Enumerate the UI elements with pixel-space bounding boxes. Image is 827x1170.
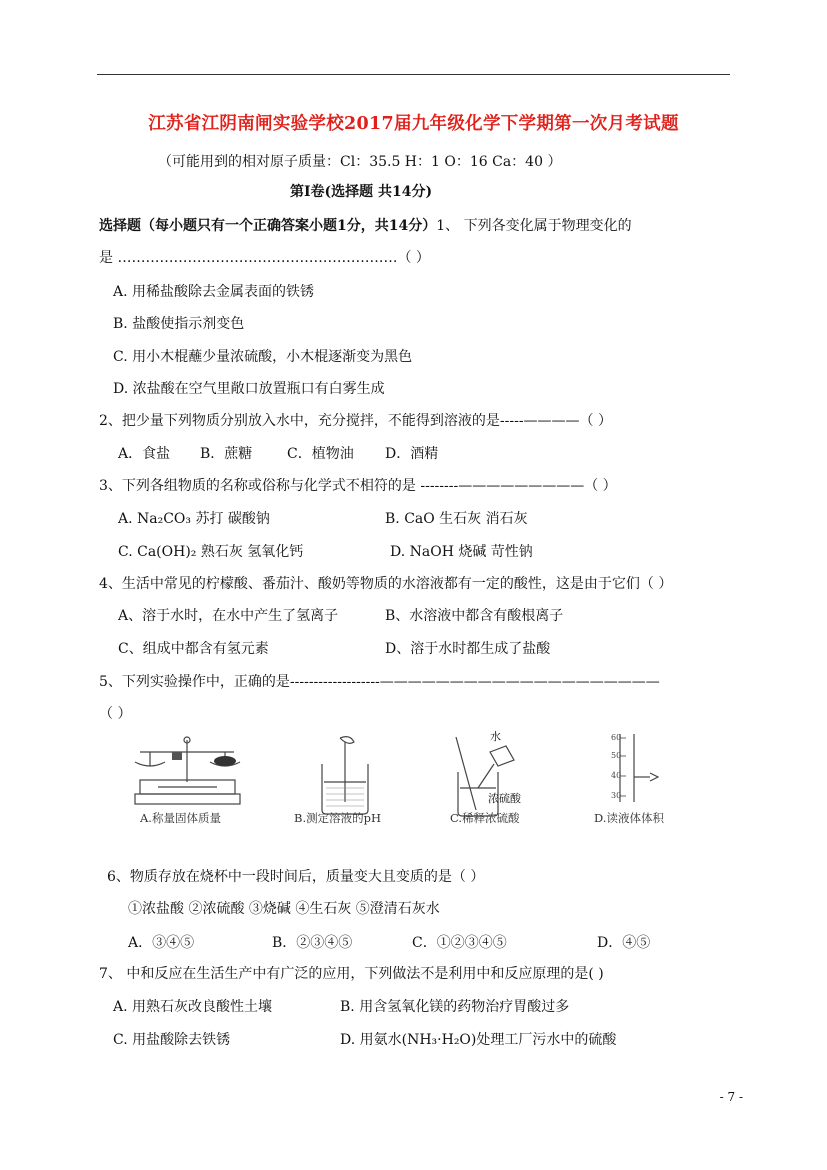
q2-stem: 2、把少量下列物质分别放入水中，充分搅拌，不能得到溶液的是-----————（ ） [99, 413, 613, 429]
q1-option-d: D. 浓盐酸在空气里敞口放置瓶口有白雾生成 [113, 381, 385, 397]
q1-stem-cont: 是 ……………………………………………………（ ） [99, 250, 430, 266]
q1-option-a: A. 用稀盐酸除去金属表面的铁锈 [113, 284, 315, 300]
fig-a-caption: A.称量固体质量 [140, 811, 221, 825]
q7-option-b: B. 用含氢氧化镁的药物治疗胃酸过多 [340, 999, 570, 1015]
q2-option-d: D．酒精 [385, 446, 439, 462]
q7-stem: 7、 中和反应在生活生产中有广泛的应用，下列做法不是利用中和反应原理的是( ) [99, 966, 604, 982]
q6-option-b: B．②③④⑤ [272, 935, 353, 951]
section-heading: 第Ⅰ卷(选择题 共14分) [290, 184, 433, 200]
q3-option-b: B. CaO 生石灰 消石灰 [385, 511, 528, 527]
q4-stem: 4、生活中常见的柠檬酸、番茄汁、酸奶等物质的水溶液都有一定的酸性，这是由于它们（ ） [99, 576, 673, 592]
page-title: 江苏省江阴南闸实验学校2017届九年级化学下学期第一次月考试题 [148, 114, 679, 134]
fig-d-caption: D.读液体体积 [594, 811, 664, 825]
fig-c-caption: C.稀释浓硫酸 [450, 811, 520, 825]
q2-option-b: B．蔗糖 [200, 446, 253, 462]
q3-option-a: A. Na₂CO₃ 苏打 碳酸钠 [118, 511, 270, 527]
q4-option-c: C、组成中都含有氢元素 [118, 641, 269, 657]
q3-option-c: C. Ca(OH)₂ 熟石灰 氢氧化钙 [118, 544, 304, 560]
q4-option-a: A、溶于水时，在水中产生了氢离子 [118, 608, 339, 624]
fig-b-caption: B.测定溶液的pH [294, 811, 381, 825]
q5-stem: 5、下列实验操作中，正确的是-------------------———————————————————— [99, 674, 660, 690]
q5-paren: （ ） [99, 706, 132, 722]
q6-option-a: A．③④⑤ [128, 935, 195, 951]
header-rule [97, 74, 730, 75]
q2-option-a: A．食盐 [118, 446, 171, 462]
q6-stem: 6、物质存放在烧杯中一段时间后，质量变大且变质的是（ ） [107, 869, 485, 885]
q7-option-d: D. 用氨水(NH₃·H₂O)处理工厂污水中的硫酸 [340, 1032, 617, 1048]
q7-option-c: C. 用盐酸除去铁锈 [113, 1032, 231, 1048]
fig-c-acid-label: 浓硫酸 [488, 792, 521, 805]
instructions [99, 215, 632, 235]
q7-option-a: A. 用熟石灰改良酸性土壤 [113, 999, 273, 1015]
q2-option-c: C．植物油 [287, 446, 354, 462]
q6-option-c: C．①②③④⑤ [412, 935, 507, 951]
q4-option-b: B、水溶液中都含有酸根离子 [385, 608, 564, 624]
fig-d-tick-30: 30 [611, 791, 622, 800]
q4-option-d: D、溶于水时都生成了盐酸 [385, 641, 551, 657]
page-number: - 7 - [719, 1090, 743, 1104]
q1-option-c: C. 用小木棍蘸少量浓硫酸，小木棍逐渐变为黑色 [113, 349, 413, 365]
fig-d-tick-40: 40 [611, 771, 622, 780]
atomic-mass-note: （可能用到的相对原子质量：Cl：35.5 H：1 O：16 Ca：40 ） [158, 154, 562, 170]
q6-option-d: D．④⑤ [597, 935, 651, 951]
q3-option-d: D. NaOH 烧碱 苛性钠 [390, 544, 533, 560]
instructions-bold: 选择题（每小题只有一个正确答案小题1分，共14分） [99, 218, 437, 234]
fig-d-tick-60: 60 [611, 733, 622, 742]
q3-stem: 3、下列各组物质的名称或俗称与化学式不相符的是 --------—————————（ ） [99, 478, 617, 494]
fig-c-water-label: 水 [490, 730, 501, 743]
q6-items: ①浓盐酸 ②浓硫酸 ③烧碱 ④生石灰 ⑤澄清石灰水 [128, 901, 440, 917]
fig-d-tick-50: 50 [611, 751, 622, 760]
q1-option-b: B. 盐酸使指示剂变色 [113, 316, 245, 332]
q1-stem: 1、 下列各变化属于物理变化的 [436, 218, 632, 234]
